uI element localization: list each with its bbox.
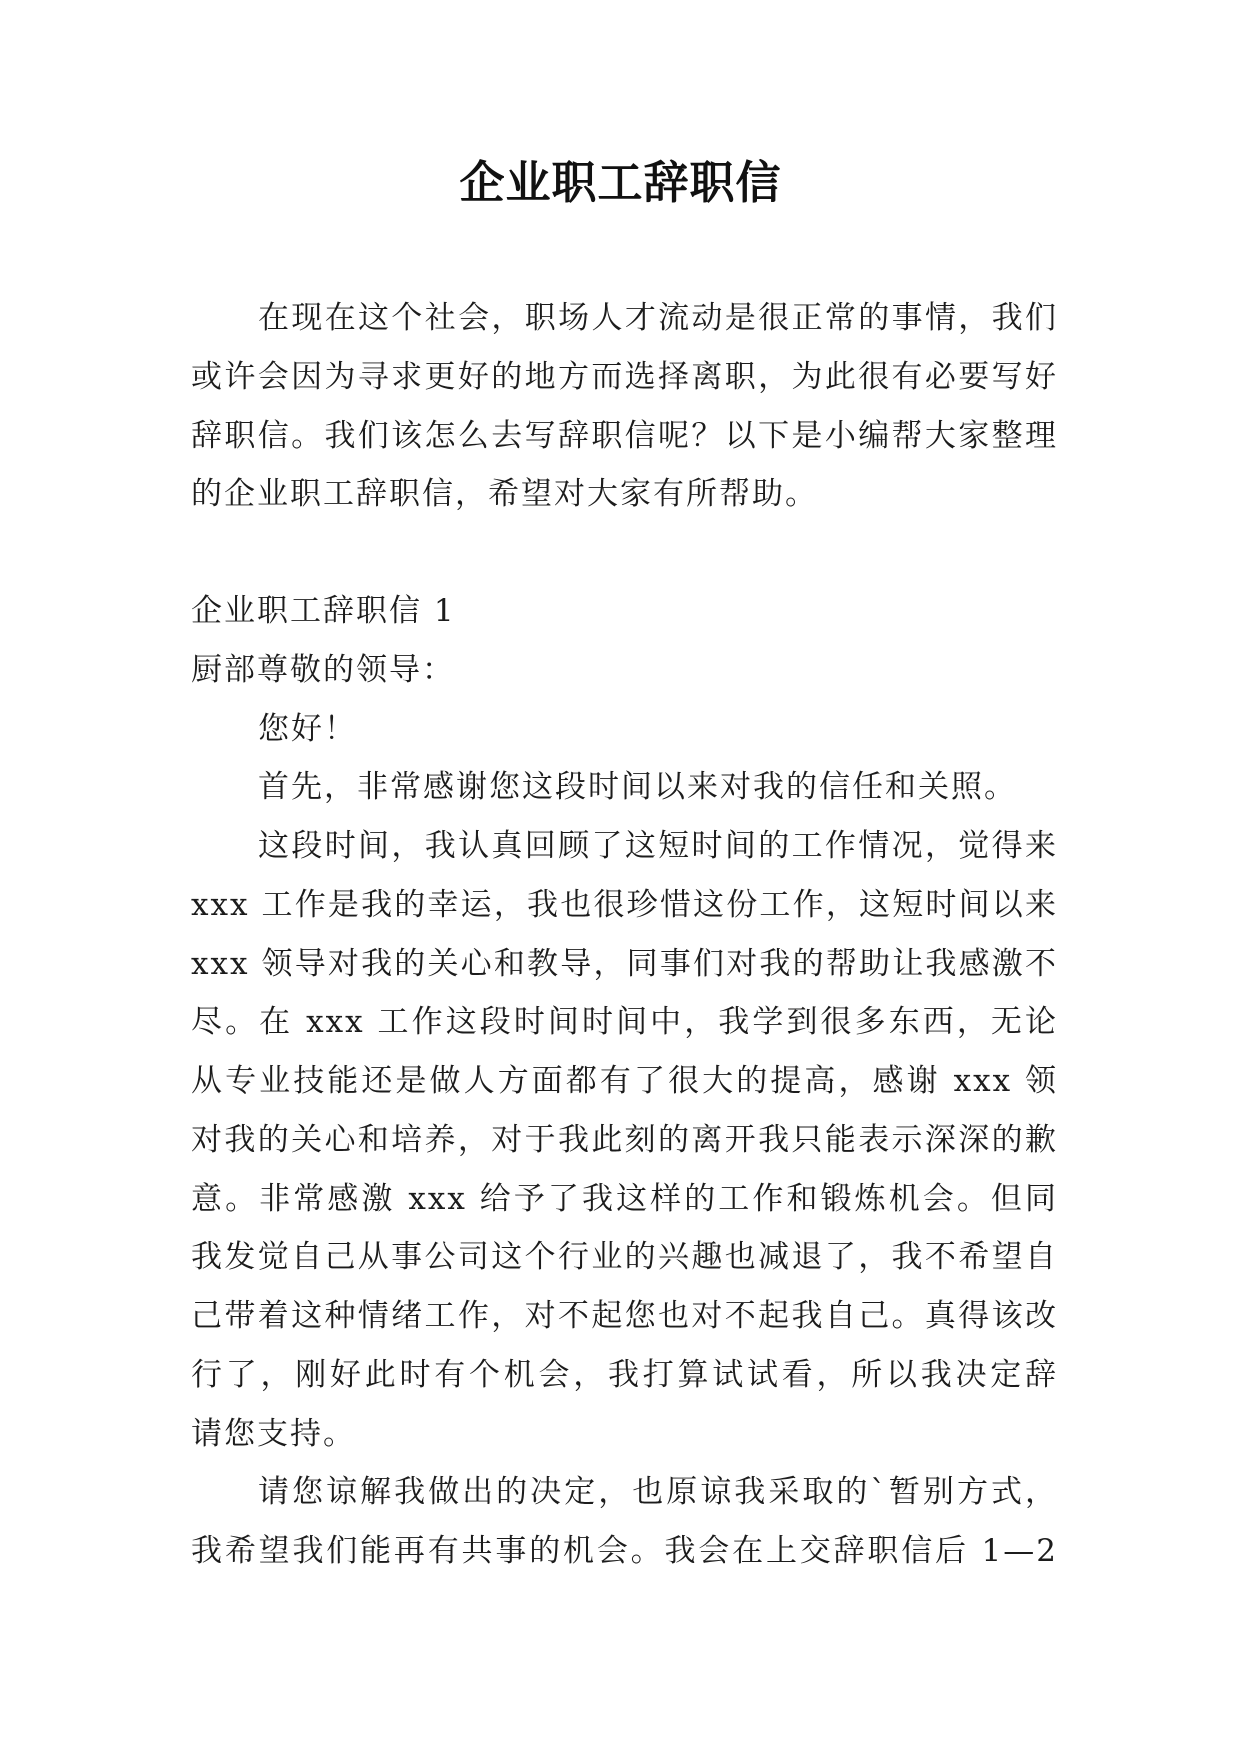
- intro-paragraph: [191, 289, 1058, 524]
- letter-heading: 企业职工辞职信 1: [191, 593, 456, 629]
- intro-line: 辞职信。我们该怎么去写辞职信呢？以下是小编帮大家整理: [191, 417, 1058, 454]
- intro-line: 或许会因为寻求更好的地方而选择离职，为此很有必要写好: [191, 358, 1058, 395]
- body-line: 请您谅解我做出的决定，也原谅我采取的`暂别方式，: [258, 1474, 1058, 1511]
- body-line: 尽。在 xxx 工作这段时间时间中，我学到很多东西，无论: [191, 1004, 1058, 1041]
- body-line: 我希望我们能再有共事的机会。我会在上交辞职信后 1—2: [191, 1533, 1058, 1569]
- body-line: 行了，刚好此时有个机会，我打算试试看，所以我决定辞: [191, 1356, 1058, 1393]
- letter-greeting: 您好！: [258, 710, 357, 747]
- body-line: xxx 领导对我的关心和教导，同事们对我的帮助让我感激不: [191, 945, 1058, 982]
- letter-body-paragraph-2: [191, 1463, 1058, 1581]
- document-title: 企业职工辞职信: [459, 156, 782, 209]
- body-line: 己带着这种情绪工作，对不起您也对不起我自己。真得该改: [191, 1298, 1058, 1334]
- letter-thanks: 首先，非常感谢您这段时间以来对我的信任和关照。: [258, 769, 1017, 806]
- body-line: 请您支持。: [191, 1415, 356, 1452]
- letter-body-paragraph-1: [191, 817, 1058, 1463]
- letter-salutation: 厨部尊敬的领导：: [191, 651, 455, 688]
- body-line: 这段时间，我认真回顾了这短时间的工作情况，觉得来: [258, 828, 1058, 864]
- body-line: 对我的关心和培养，对于我此刻的离开我只能表示深深的歉: [191, 1121, 1058, 1158]
- body-line: 意。非常感激 xxx 给予了我这样的工作和锻炼机会。但同: [191, 1180, 1058, 1217]
- body-line: 从专业技能还是做人方面都有了很大的提高，感谢 xxx 领: [191, 1063, 1058, 1099]
- body-line: xxx 工作是我的幸运，我也很珍惜这份工作，这短时间以来: [191, 886, 1058, 923]
- intro-line: 的企业职工辞职信，希望对大家有所帮助。: [191, 476, 818, 513]
- intro-line: 在现在这个社会，职场人才流动是很正常的事情，我们: [258, 300, 1058, 336]
- letter-section: [191, 582, 1058, 1581]
- body-line: 我发觉自己从事公司这个行业的兴趣也减退了，我不希望自: [191, 1239, 1058, 1276]
